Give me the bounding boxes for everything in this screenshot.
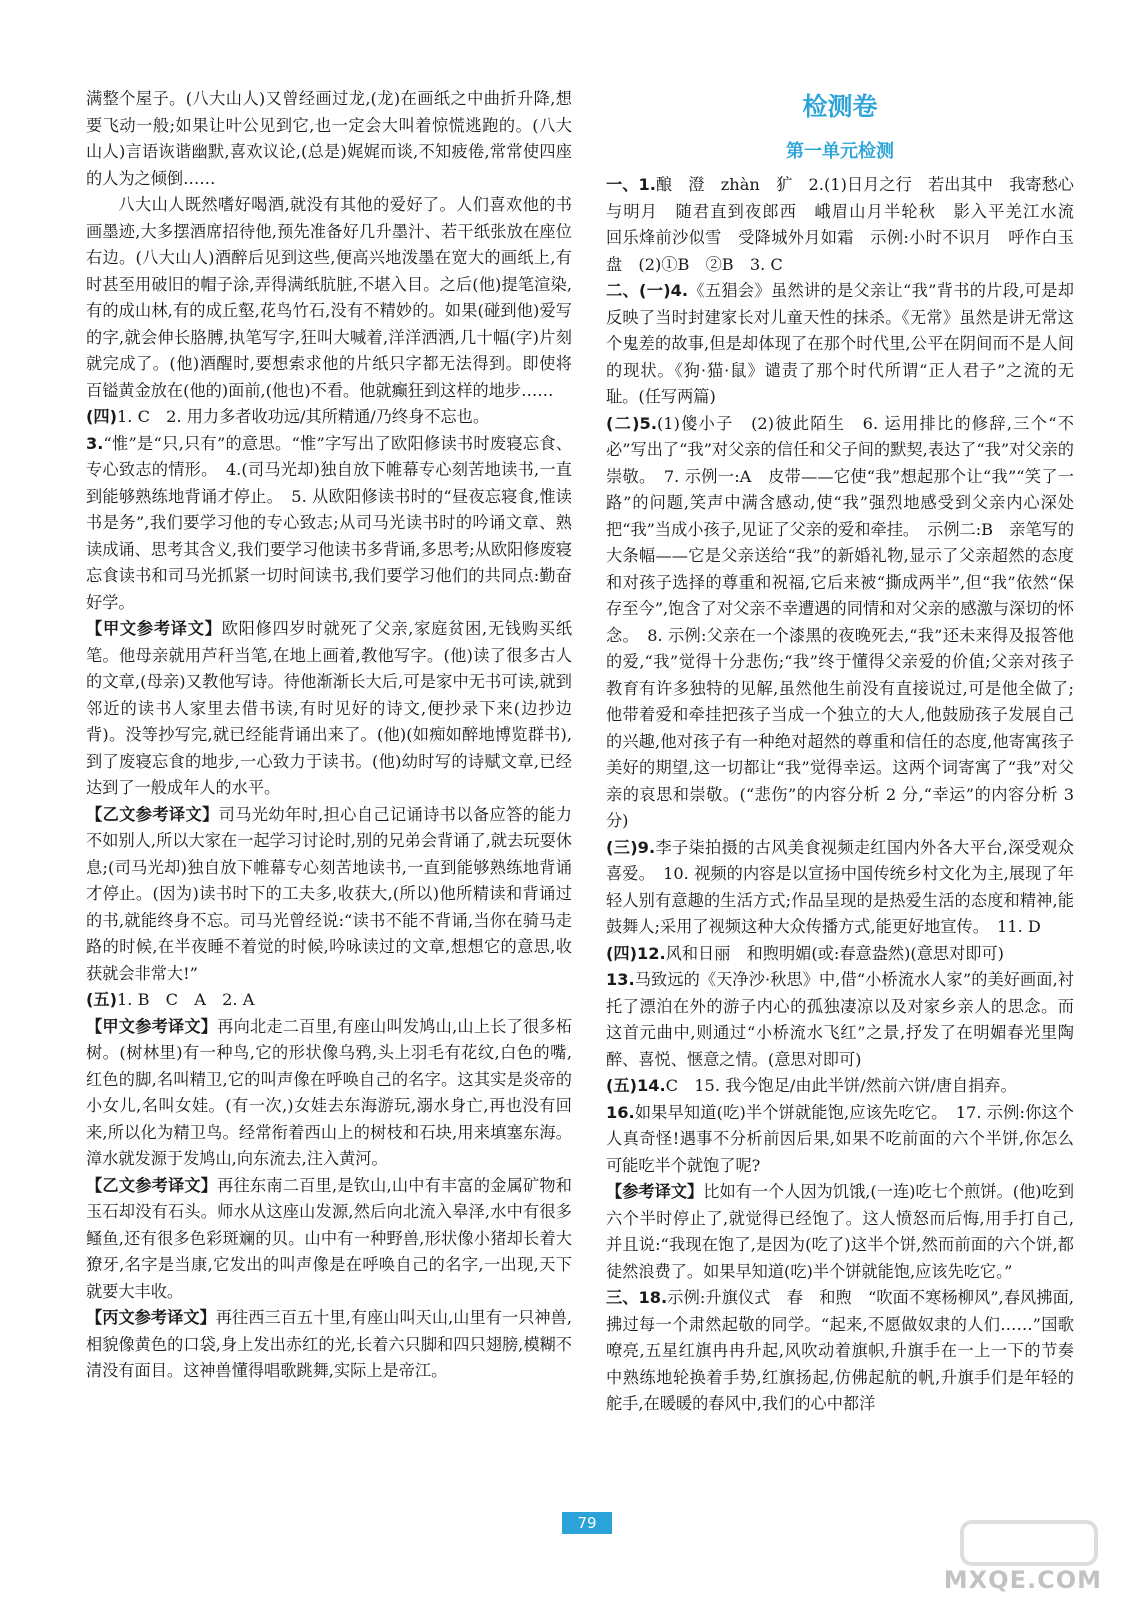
right-column: [606, 86, 1091, 1418]
right-paragraph: [606, 967, 1074, 1073]
paragraph-text: 再往西三百五十里,有座山叫天山,山里有一只神兽,相貌像黄色的口袋,身上发出赤红的光,长着六只脚和四只翅膀,模糊不清没有面目。这神兽懂得唱歌跳舞,实际上是帝江。: [86, 1308, 573, 1380]
paragraph-text: 八大山人既然嗜好喝酒,就没有其他的爱好了。人们喜欢他的书画墨迹,大多摆酒席招待他,预先准备好几升墨汁、若干纸张放在座位右边。(八大山人)酒醉后见到这些,便高兴地泼墨在宽大的画纸上,有时甚至用破旧的帽子涂,弄得满纸肮脏,不堪入目。之后(他)提笔渲染,有的成山林,有的成丘壑,花鸟竹石,没有不精妙的。如果(碰到他)爱写的字,就会伸长胳膊,执笔写字,狂叫大喊着,洋洋洒洒,几十幅(字)片刻就完成了。(他)酒醒时,要想索求他的片纸只字都无法得到。即使将百镒黄金放在(他的)面前,(他也)不看。他就癫狂到这样的地步……: [86, 195, 572, 400]
left-paragraph: [86, 802, 572, 988]
left-column: [86, 86, 572, 1385]
question-label: 【甲文参考译文】: [86, 1016, 218, 1036]
paragraph-text: C 15. 我今饱足/由此半饼/然前六饼/唐自捐弃。: [665, 1076, 1017, 1095]
question-label: 一、1.: [606, 175, 656, 194]
paragraph-text: 满整个屋子。(八大山人)又曾经画过龙,(龙)在画纸之中曲折升降,想要飞动一般;如果让叶公见到它,也一定会大叫着惊慌逃跑的。(八大山人)言语诙谐幽默,喜欢议论,(总是)娓娓而谈,不知疲倦,常常使四座的人为之倾倒……: [86, 89, 572, 188]
question-label: (四): [86, 407, 117, 426]
question-label: 【甲文参考译文】: [86, 619, 222, 638]
paragraph-text: “惟”是“只,只有”的意思。“惟”字写出了欧阳修读书时废寝忘食、专心致志的情形。 4.(司马光却)独自放下帷幕专心刻苦地读书,一直到能够熟练地背诵才停止。 5. 从欧阳修读书时的“昼夜忘寝食,惟读书是务”,我们要学习他的专心致志;从司马光读书时的吟诵文章、熟读成诵、思考其含义,我们要学习他读书多背诵,多思考;从欧阳修废寝忘食读书和司马光抓紧一切时间读书,我们要学习他们的共同点:勤奋好学。: [86, 433, 572, 612]
paragraph-text: 风和日丽 和煦明媚(或:春意盎然)(意思对即可): [665, 943, 1004, 963]
right-paragraph: [606, 941, 1074, 968]
unit-subtitle: 第一单元检测: [786, 141, 894, 162]
question-label: (二)5.: [606, 413, 657, 433]
paragraph-text: 如果早知道(吃)半个饼就能饱,应该先吃它。 17. 示例:你这个人真奇怪!遇事不分析前因后果,如果不吃前面的六个半饼,你怎么可能吃半个就饱了呢?: [606, 1102, 1074, 1175]
paragraph-text: 示例:升旗仪式 春 和煦 “吹面不寒杨柳风”,春风拂面,拂过每一个肃然起敬的同学。“起来,不愿做奴隶的人们……”国歌嘹亮,五星红旗冉冉升起,风吹动着旗帜,升旗手在一上一下的节奏中熟练地轮换着手势,红旗扬起,仿佛起航的帆,升旗手们是年轻的舵手,在暖暖的春风中,我们的心中都洋: [606, 1288, 1074, 1413]
question-label: 【乙文参考译文】: [86, 804, 219, 824]
right-paragraph: [606, 1100, 1074, 1180]
right-paragraph: [606, 172, 1091, 278]
paragraph-text: 司马光幼年时,担心自己记诵诗书以备应答的能力不如别人,所以大家在一起学习讨论时,别的兄弟会背诵了,就去玩耍休息;(司马光却)独自放下帷幕专心刻苦地读书,一直到能够熟练地背诵才停止。(因为)读书时下的工夫多,收获大,(所以)他所精读和背诵过的书,就能终身不忘。司马光曾经说:“读书不能不背诵,当你在骑马走路的时候,在半夜睡不着觉的时候,吟咏读过的文章,想想它的意思,收获就会非常大!”: [86, 804, 572, 983]
question-label: 三、18.: [606, 1288, 668, 1307]
left-paragraph: [86, 404, 572, 431]
paragraph-text: 再往东南二百里,是钦山,山中有丰富的金属矿物和玉石却没有石头。师水从这座山发源,然后向北流入皋泽,水中有很多鳋鱼,还有很多色彩斑斓的贝。山中有一种野兽,形状像小猪却长着大獠牙,名字是当康,它发出的叫声像是在呼唤自己的名字,一出现,天下就要大丰收。: [86, 1175, 572, 1301]
question-label: 【乙文参考译文】: [86, 1175, 218, 1195]
right-paragraph: [606, 1179, 1074, 1285]
question-label: 【丙文参考译文】: [86, 1308, 216, 1327]
left-paragraph: [86, 431, 572, 617]
paragraph-text: 酿 澄 zhàn 犷 2.(1)日月之行 若出其中 我寄愁心与明月 随君直到夜郎西 峨眉山月半轮秋 影入平羌江水流 回乐烽前沙似雪 受降城外月如霜 示例:小时不识月 呼作白玉盘 (2)①B ②B 3. C: [606, 175, 1091, 274]
left-paragraph: [86, 987, 572, 1014]
right-paragraph: [606, 1285, 1074, 1418]
watermark-text: MXQE.COM: [943, 1566, 1102, 1594]
paragraph-text: 李子柒拍摄的古风美食视频走红国内外各大平台,深受观众喜爱。 10. 视频的内容是以宣扬中国传统乡村文化为主,展现了年轻人别有意趣的生活方式;作品呈现的是热爱生活的态度和精神,能鼓舞人;采用了视频这种大众传播方式,能更好地宣传。 11. D: [606, 837, 1074, 936]
right-paragraph: [606, 1073, 1074, 1100]
paragraph-text: 比如有一个人因为饥饿,(一连)吃七个煎饼。(他)吃到六个半时停止了,就觉得已经饱了。这人愤怒而后悔,用手打自己,并且说:“我现在饱了,是因为(吃了)这半个饼,然而前面的六个饼,都徒然浪费了。如果早知道(吃)半个饼就能饱,应该先吃它。”: [606, 1182, 1075, 1281]
left-paragraph: [86, 1014, 572, 1173]
left-paragraph: [86, 1305, 572, 1385]
paragraph-text: (1)傻小子 (2)彼此陌生 6. 运用排比的修辞,三个“不必”写出了“我”对父亲的信任和父子间的默契,表达了“我”对父亲的崇敬。 7. 示例一:A 皮带——它使“我”想起那个让“我”“笑了一路”的问题,笑声中满含感动,使“我”强烈地感受到父亲内心深处把“我”当成小孩子,见证了父亲的爱和牵挂。 示例二:B 亲笔写的大条幅——它是父亲送给“我”的新婚礼物,显示了父亲超然的态度和对孩子选择的尊重和祝福,它后来被“撕成两半”,但“我”依然“保存至今”,饱含了对父亲不幸遭遇的同情和对父亲的感激与深切的怀念。 8. 示例:父亲在一个漆黑的夜晚死去,“我”还未来得及报答他的爱,“我”觉得十分悲伤;“我”终于懂得父亲爱的价值;父亲对孩子教育有许多独特的见解,虽然他生前没有直接说过,可是他全做了;他带着爱和牵挂把孩子当成一个独立的大人,他鼓励孩子发展自己的兴趣,他对孩子有一种绝对超然的尊重和信任的态度,他寄寓孩子美好的期望,这一切都让“我”觉得幸运。这两个词寄寓了“我”对父亲的哀思和崇敬。(“悲伤”的内容分析 2 分,“幸运”的内容分析 3 分): [606, 413, 1075, 830]
question-label: 13.: [606, 970, 635, 989]
paragraph-text: 1. B C A 2. A: [116, 990, 255, 1009]
question-label: 3.: [86, 433, 104, 453]
question-label: 16.: [606, 1102, 635, 1122]
left-paragraph: [86, 86, 572, 192]
question-label: (五)14.: [606, 1076, 666, 1095]
paragraph-text: 再向北走二百里,有座山叫发鸠山,山上长了很多柘树。(树林里)有一种鸟,它的形状像乌鸦,头上羽毛有花纹,白色的嘴,红色的脚,名叫精卫,它的叫声像在呼唤自己的名字。这其实是炎帝的小女儿,名叫女娃。(有一次,)女娃去东海游玩,溺水身亡,再也没有回来,所以化为精卫鸟。经常衔着西山上的树枝和石块,用来填塞东海。漳水就发源于发鸠山,向东流去,注入黄河。: [86, 1016, 572, 1168]
question-label: (三)9.: [606, 837, 656, 857]
left-paragraph: [86, 616, 572, 802]
paragraph-text: 《五猖会》虽然讲的是父亲让“我”背书的片段,可是却反映了当时封建家长对儿童天性的抹杀。《无常》虽然是讲无常这个鬼差的故事,但是却体现了在那个时代里,公平在阴间而不是人间的现状。《狗·猫·鼠》谴责了那个时代所谓“正人君子”之流的无耻。(任写两篇): [606, 281, 1074, 406]
paragraph-text: 马致远的《天净沙·秋思》中,借“小桥流水人家”的美好画面,衬托了漂泊在外的游子内心的孤独凄凉以及对家乡亲人的思念。而这首元曲中,则通过“小桥流水飞红”之景,抒发了在明媚春光里陶醉、喜悦、惬意之情。(意思对即可): [606, 970, 1074, 1069]
right-paragraph: [606, 411, 1074, 835]
left-paragraph: [86, 192, 572, 404]
page-number: 79: [562, 1512, 612, 1534]
question-label: 【参考译文】: [606, 1182, 704, 1201]
section-title: 检测卷: [802, 92, 878, 121]
left-paragraph: [86, 1173, 572, 1306]
question-label: (五): [86, 990, 117, 1009]
paragraph-text: 1. C 2. 用力多者收功远/其所精通/乃终身不忘也。: [116, 407, 490, 426]
answer-list: [606, 172, 1091, 1418]
paragraph-text: 欧阳修四岁时就死了父亲,家庭贫困,无钱购买纸笔。他母亲就用芦秆当笔,在地上画着,教他写字。(他)读了很多古人的文章,(母亲)又教他写诗。待他渐渐长大后,可是家中无书可读,就到邻近的读书人家里去借书读,有时见好的诗文,便抄录下来(边抄边背)。没等抄写完,就已经能背诵出来了。(他)(如痴如醉地博览群书),到了废寝忘食的地步,一心致力于读书。(他)幼时写的诗赋文章,已经达到了一般成年人的水平。: [86, 619, 573, 797]
question-label: (四)12.: [606, 943, 666, 963]
right-paragraph: [606, 835, 1074, 941]
question-label: 二、(一)4.: [606, 281, 689, 300]
right-paragraph: [606, 278, 1074, 411]
